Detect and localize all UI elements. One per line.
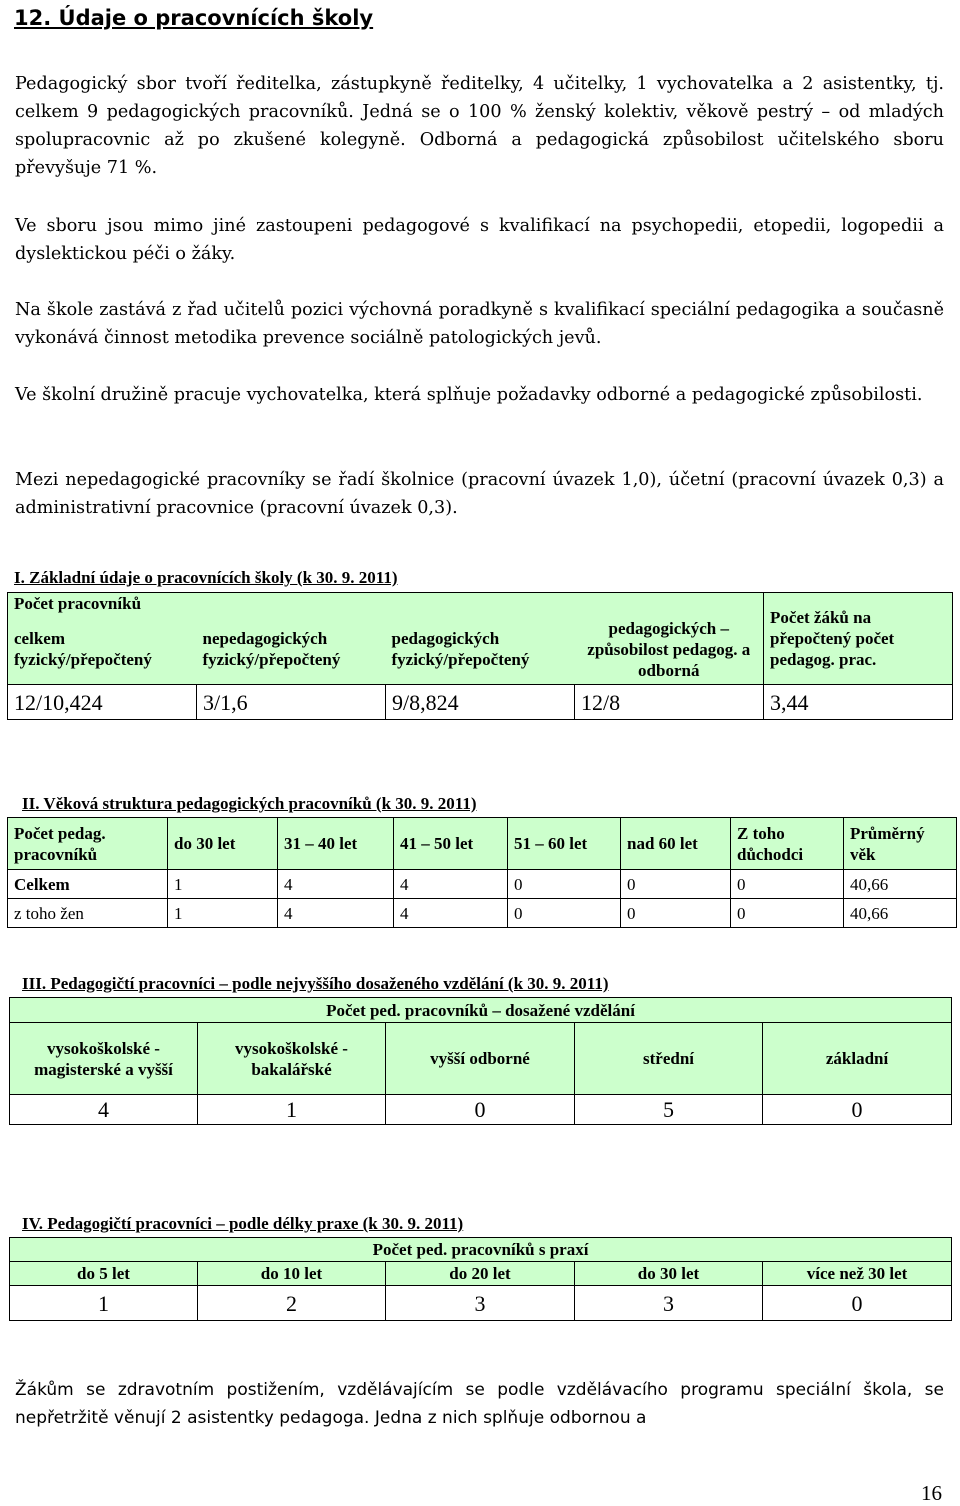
table4-caption: IV. Pedagogičtí pracovníci – podle délky praxe (k 30. 9. 2011) bbox=[22, 1214, 464, 1233]
table2-row-label: Celkem bbox=[8, 870, 168, 899]
table2-cell: 0 bbox=[508, 870, 621, 899]
table4-group-header: Počet ped. pracovníků s praxí bbox=[10, 1238, 952, 1262]
table4-header-up-to-30: do 30 let bbox=[575, 1262, 763, 1286]
table2-cell: 0 bbox=[508, 899, 621, 928]
table3-value-basic: 0 bbox=[763, 1095, 952, 1125]
table2-cell: 40,66 bbox=[844, 899, 957, 928]
section-heading: 12. Údaje o pracovnících školy bbox=[14, 6, 374, 30]
table1-value-non-teaching: 3/1,6 bbox=[197, 685, 386, 720]
table2-header-51-60: 51 – 60 let bbox=[508, 818, 621, 870]
counselor-paragraph: Na škole zastává z řad učitelů pozici výchovná poradkyně s kvalifikací speciální pedagogika a současně vykonává činnost metodika prevence sociálně patologických jevů. bbox=[15, 300, 944, 348]
age-structure-table bbox=[7, 817, 957, 928]
table2-header-over-60: nad 60 let bbox=[621, 818, 731, 870]
table2-cell: 0 bbox=[621, 899, 731, 928]
table3-header-bachelors: vysokoškolské - bakalářské bbox=[198, 1023, 386, 1095]
table2-cell: 0 bbox=[621, 870, 731, 899]
table2-cell: 0 bbox=[731, 870, 844, 899]
table3-value-bachelors: 1 bbox=[198, 1095, 386, 1125]
table2-cell: 1 bbox=[168, 899, 278, 928]
table4-header-over-30: více než 30 let bbox=[763, 1262, 952, 1286]
table3-value-higher-vocational: 0 bbox=[386, 1095, 575, 1125]
table1-value-pupils-per-teacher: 3,44 bbox=[764, 685, 953, 720]
experience-table bbox=[9, 1237, 952, 1321]
after-school-paragraph: Ve školní družině pracuje vychovatelka, která splňuje požadavky odborné a pedagogické způsobilosti. bbox=[15, 385, 923, 405]
table2-header-31-40: 31 – 40 let bbox=[278, 818, 394, 870]
table2-header-staff-count: Počet pedag. pracovníků bbox=[8, 818, 168, 870]
table2-cell: 1 bbox=[168, 870, 278, 899]
staff-basic-table bbox=[7, 592, 953, 720]
table2-header-under-30: do 30 let bbox=[168, 818, 278, 870]
table2-cell: 0 bbox=[731, 899, 844, 928]
non-teaching-staff-paragraph: Mezi nepedagogické pracovníky se řadí školnice (pracovní úvazek 1,0), účetní (pracovní úvazek 0,3) a administrativní pracovnice (pracovní úvazek 0,3). bbox=[15, 470, 944, 518]
table3-value-masters: 4 bbox=[10, 1095, 198, 1125]
table4-header-up-to-20: do 20 let bbox=[386, 1262, 575, 1286]
table3-header-secondary: střední bbox=[575, 1023, 763, 1095]
table3-caption: III. Pedagogičtí pracovníci – podle nejvyššího dosaženého vzdělání (k 30. 9. 2011) bbox=[22, 974, 609, 993]
table1-group-header: Počet pracovníků bbox=[8, 593, 764, 615]
table1-header-qualified: pedagogických – způsobilost pedagog. a odborná bbox=[575, 615, 764, 685]
table2-cell: 40,66 bbox=[844, 870, 957, 899]
table1-value-qualified: 12/8 bbox=[575, 685, 764, 720]
table2-header-retirees: Z toho důchodci bbox=[731, 818, 844, 870]
table4-value-up-to-30: 3 bbox=[575, 1286, 763, 1321]
table2-cell: 4 bbox=[394, 870, 508, 899]
table2-caption: II. Věková struktura pedagogických pracovníků (k 30. 9. 2011) bbox=[22, 794, 477, 813]
table4-value-up-to-20: 3 bbox=[386, 1286, 575, 1321]
qualification-paragraph: Ve sboru jsou mimo jiné zastoupeni pedagogové s kvalifikací na psychopedii, etopedii, logopedii a dyslektickou péči o žáky. bbox=[15, 216, 944, 264]
table1-header-non-teaching: nepedagogických fyzický/přepočtený bbox=[197, 615, 386, 685]
table3-group-header: Počet ped. pracovníků – dosažené vzdělání bbox=[10, 998, 952, 1023]
education-table bbox=[9, 997, 952, 1125]
table2-cell: 4 bbox=[394, 899, 508, 928]
page-number: 16 bbox=[921, 1481, 942, 1505]
table4-value-up-to-10: 2 bbox=[198, 1286, 386, 1321]
table3-value-secondary: 5 bbox=[575, 1095, 763, 1125]
table3-header-masters: vysokoškolské - magisterské a vyšší bbox=[10, 1023, 198, 1095]
table3-header-basic: základní bbox=[763, 1023, 952, 1095]
table1-value-teaching: 9/8,824 bbox=[386, 685, 575, 720]
table4-header-up-to-5: do 5 let bbox=[10, 1262, 198, 1286]
table1-header-total: celkem fyzický/přepočtený bbox=[8, 615, 197, 685]
table4-value-over-30: 0 bbox=[763, 1286, 952, 1321]
assistants-paragraph: Žákům se zdravotním postižením, vzdělávajícím se podle vzdělávacího programu speciální škola, se nepřetržitě věnují 2 asistentky pedagoga. Jedna z nich splňuje odbornou a bbox=[15, 1380, 944, 1428]
intro-paragraph: Pedagogický sbor tvoří ředitelka, zástupkyně ředitelky, 4 učitelky, 1 vychovatelka a 2 asistentky, tj. celkem 9 pedagogických pracovníků. Jedná se o 100 % ženský kolektiv, věkově pestrý – od mladých spolupracovnic až po zkušené kolegyně. Odborná a pedagogická způsobilost učitelského sboru převyšuje 71 %. bbox=[15, 74, 944, 178]
table4-header-up-to-10: do 10 let bbox=[198, 1262, 386, 1286]
table2-header-average-age: Průměrný věk bbox=[844, 818, 957, 870]
table1-header-teaching: pedagogických fyzický/přepočtený bbox=[386, 615, 575, 685]
table2-row-label: z toho žen bbox=[8, 899, 168, 928]
table1-caption: I. Základní údaje o pracovnících školy (k 30. 9. 2011) bbox=[14, 568, 398, 587]
table1-header-pupils-per-teacher: Počet žáků na přepočtený počet pedagog. prac. bbox=[764, 593, 953, 685]
table4-value-up-to-5: 1 bbox=[10, 1286, 198, 1321]
table3-header-higher-vocational: vyšší odborné bbox=[386, 1023, 575, 1095]
table1-value-total: 12/10,424 bbox=[8, 685, 197, 720]
table2-cell: 4 bbox=[278, 899, 394, 928]
table2-cell: 4 bbox=[278, 870, 394, 899]
table2-header-41-50: 41 – 50 let bbox=[394, 818, 508, 870]
